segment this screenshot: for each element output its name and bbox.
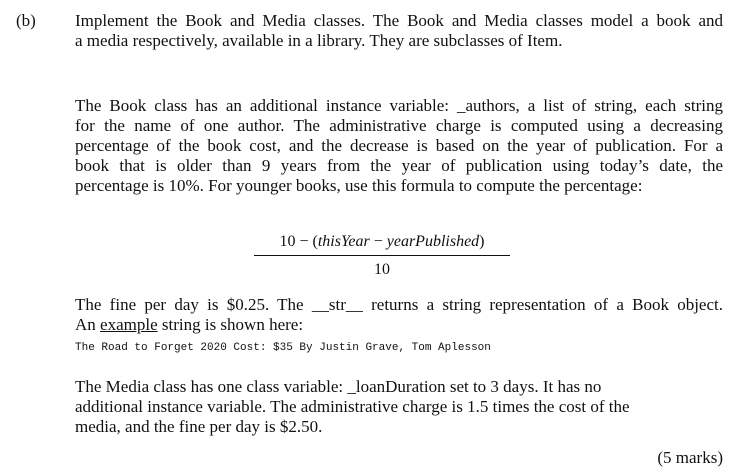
formula-var-this-year: thisYear <box>317 233 370 250</box>
intro-line: a media respectively, available in a library. They are subclasses of Item. <box>75 31 563 50</box>
fine-line: An example string is shown here: <box>75 315 304 334</box>
example-code: The Road to Forget 2020 Cost: $35 By Justin Grave, Tom Aplesson <box>75 342 491 354</box>
media-line: media, and the fine per day is $2.50. <box>75 417 323 436</box>
book-line: for the name of one author. The administrative charge is computed using a decreasing <box>75 116 723 135</box>
percentage-formula <box>254 232 510 280</box>
book-line: percentage is 10%. For younger books, use this formula to compute the percentage: <box>75 176 643 195</box>
book-line: The Book class has an additional instance variable: _authors, a list of string, each string <box>75 96 723 115</box>
media-line: additional instance variable. The administrative charge is 1.5 times the cost of the <box>75 397 630 416</box>
question-label: (b) <box>16 11 36 30</box>
formula-var-year-published: yearPublished <box>386 233 480 250</box>
fine-paragraph <box>75 295 723 335</box>
formula-numerator: 10 − (thisYear − yearPublished) <box>254 232 510 256</box>
marks-label: (5 marks) <box>657 448 723 467</box>
book-line: book that is older than 9 years from the year of publication using today’s date, the <box>75 156 723 175</box>
book-paragraph <box>75 96 723 196</box>
intro-line: Implement the Book and Media classes. The Book and Media classes model a book and <box>75 11 723 30</box>
formula-denominator: 10 <box>374 261 390 278</box>
fine-line: The fine per day is $0.25. The __str__ returns a string representation of a Book object. <box>75 295 723 314</box>
intro-paragraph <box>75 11 723 51</box>
media-line: The Media class has one class variable: _loanDuration set to 3 days. It has no <box>75 377 602 396</box>
media-paragraph <box>75 377 723 437</box>
example-link: example <box>100 315 158 334</box>
book-line: percentage of the book cost, and the decrease is based on the year of publication. For a <box>75 136 723 155</box>
